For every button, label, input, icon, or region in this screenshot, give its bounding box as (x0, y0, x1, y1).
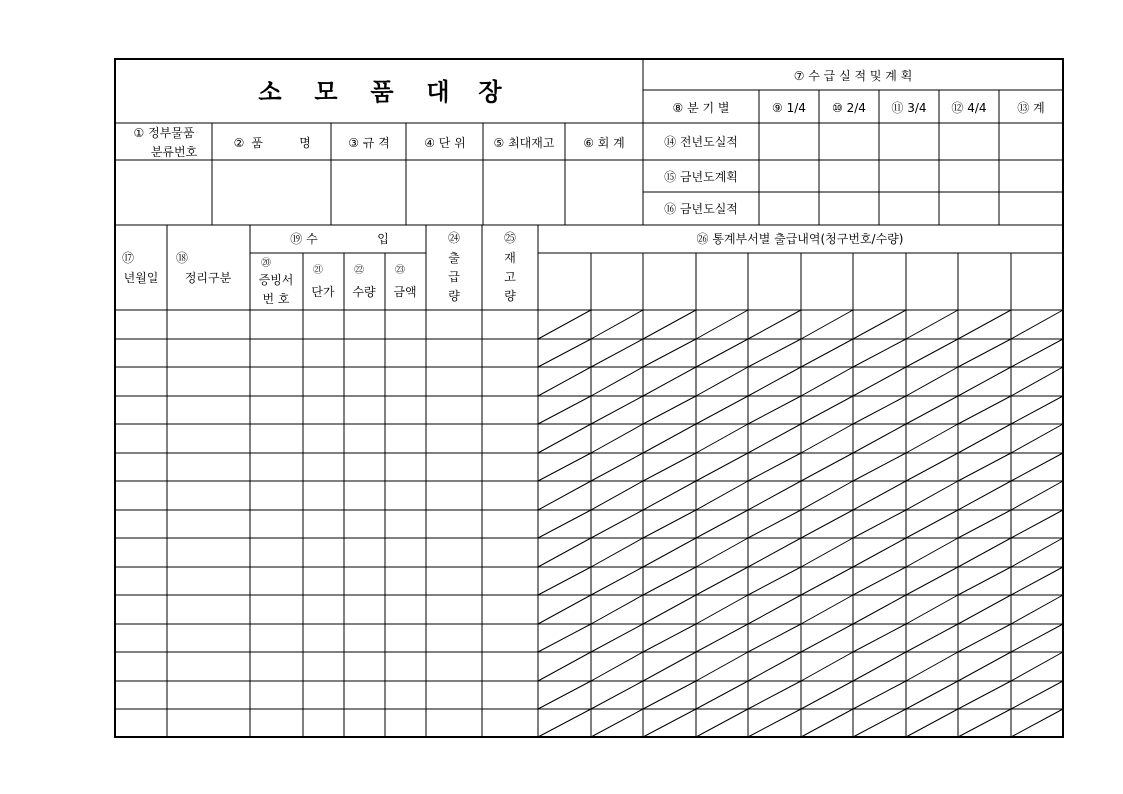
cell-diagonal (591, 453, 643, 481)
cell-diagonal (748, 595, 801, 624)
cell-diagonal (801, 481, 853, 510)
form-title (258, 78, 502, 106)
cell-diagonal (958, 453, 1011, 481)
cell-diagonal (643, 310, 696, 339)
quarter-4-label: ⑫ 4/4 (951, 101, 987, 115)
cell-diagonal (748, 681, 801, 709)
income-header-2: 입 (377, 232, 389, 246)
class-number-header-line2: 분류번호 (150, 145, 198, 159)
cell-diagonal (643, 595, 696, 624)
cell-diagonal (958, 538, 1011, 567)
cell-diagonal (1011, 367, 1063, 396)
cell-diagonal (958, 510, 1011, 538)
stock-header-num: ㉕ (503, 231, 517, 245)
cell-diagonal (748, 396, 801, 424)
outgoing-header-num: ㉔ (447, 231, 461, 245)
cell-diagonal (958, 567, 1011, 595)
quantity-header-label: 수량 (352, 285, 376, 299)
title-char: 품 (370, 78, 394, 106)
cell-diagonal (958, 709, 1011, 737)
cell-diagonal (906, 510, 958, 538)
cell-diagonal (1011, 339, 1063, 367)
cell-diagonal (801, 595, 853, 624)
unit-price-header-num: ㉑ (313, 265, 323, 276)
cell-diagonal (538, 567, 591, 595)
cell-diagonal (853, 681, 906, 709)
spec-cell[interactable] (331, 160, 406, 225)
cell-diagonal (801, 681, 853, 709)
cell-diagonal (643, 424, 696, 453)
this-year-plan-label: ⑮ 금년도계획 (664, 170, 738, 184)
account-header: ⑥ 회 계 (583, 136, 625, 150)
cell-diagonal (696, 310, 748, 339)
cell-diagonal (591, 595, 643, 624)
cell-diagonal (643, 453, 696, 481)
stock-header-char: 재 (504, 251, 516, 265)
cell-diagonal (538, 681, 591, 709)
cell-diagonal (801, 367, 853, 396)
cell-diagonal (853, 567, 906, 595)
cell-diagonal (853, 481, 906, 510)
cell-diagonal (1011, 396, 1063, 424)
spec-header: ③ 규 격 (348, 136, 390, 150)
cell-diagonal (591, 624, 643, 652)
unit-cell[interactable] (406, 160, 483, 225)
cell-diagonal (906, 681, 958, 709)
cell-diagonal (906, 367, 958, 396)
cell-diagonal (643, 481, 696, 510)
category-header-label: 정리구분 (184, 271, 232, 285)
title-char: 소 (258, 78, 282, 106)
cell-diagonal (853, 367, 906, 396)
cell-diagonal (958, 481, 1011, 510)
cell-diagonal (801, 538, 853, 567)
plan-title: ⑦ 수 급 실 적 및 계 획 (793, 69, 913, 83)
cell-diagonal (958, 396, 1011, 424)
cell-diagonal (1011, 652, 1063, 681)
cell-diagonal (958, 424, 1011, 453)
cell-diagonal (1011, 453, 1063, 481)
cell-diagonal (591, 681, 643, 709)
cell-diagonal (906, 595, 958, 624)
cell-diagonal (643, 624, 696, 652)
cell-diagonal (801, 652, 853, 681)
cell-diagonal (1011, 567, 1063, 595)
cell-diagonal (643, 652, 696, 681)
cell-diagonal (696, 453, 748, 481)
cell-diagonal (591, 567, 643, 595)
cell-diagonal (538, 396, 591, 424)
quantity-header-num: ㉒ (354, 265, 364, 276)
item-name-header-num: ② (233, 136, 245, 150)
quarter-label: ⑧ 분 기 별 (672, 101, 730, 115)
cell-diagonal (696, 624, 748, 652)
quarter-1-label: ⑨ 1/4 (772, 101, 806, 115)
item-name-header-char: 품 (251, 136, 263, 150)
cell-diagonal (538, 481, 591, 510)
cell-diagonal (748, 453, 801, 481)
cell-diagonal (1011, 595, 1063, 624)
class-number-cell[interactable] (115, 160, 212, 225)
income-header: ⑲ 수 (290, 232, 318, 246)
cell-diagonal (853, 709, 906, 737)
title-char: 장 (478, 78, 502, 106)
cell-diagonal (696, 595, 748, 624)
cell-diagonal (853, 339, 906, 367)
cell-diagonal (853, 424, 906, 453)
cell-diagonal (643, 709, 696, 737)
quarter-3-label: ⑪ 3/4 (891, 101, 927, 115)
cell-diagonal (801, 510, 853, 538)
cell-diagonal (748, 510, 801, 538)
cell-diagonal (1011, 681, 1063, 709)
cell-diagonal (643, 396, 696, 424)
cell-diagonal (1011, 538, 1063, 567)
cell-diagonal (958, 652, 1011, 681)
cell-diagonal (958, 339, 1011, 367)
item-name-cell[interactable] (212, 160, 331, 225)
cell-diagonal (958, 595, 1011, 624)
cell-diagonal (853, 453, 906, 481)
cell-diagonal (748, 310, 801, 339)
cell-diagonal (748, 367, 801, 396)
cell-diagonal (591, 339, 643, 367)
stock-header-char: 고 (504, 270, 516, 284)
cell-diagonal (591, 510, 643, 538)
cell-diagonal (801, 339, 853, 367)
cell-diagonal (591, 310, 643, 339)
cell-diagonal (801, 567, 853, 595)
outgoing-header-char: 급 (448, 270, 460, 284)
cell-diagonal (591, 481, 643, 510)
cell-diagonal (538, 652, 591, 681)
cell-diagonal (1011, 424, 1063, 453)
voucher-header-num: ⑳ (261, 258, 271, 269)
cell-diagonal (853, 624, 906, 652)
cell-diagonal (538, 367, 591, 396)
cell-diagonal (696, 367, 748, 396)
cell-diagonal (696, 681, 748, 709)
amount-header-num: ㉓ (395, 265, 405, 276)
cell-diagonal (801, 709, 853, 737)
cell-diagonal (906, 709, 958, 737)
amount-header-label: 금액 (393, 285, 417, 299)
cell-diagonal (906, 538, 958, 567)
stock-header-char: 량 (504, 289, 516, 303)
cell-diagonal (538, 339, 591, 367)
max-stock-cell[interactable] (483, 160, 565, 225)
cell-diagonal (538, 709, 591, 737)
cell-diagonal (853, 310, 906, 339)
voucher-header-line1: 증빙서 (258, 273, 294, 287)
quarter-total-label: ⑬ 계 (1017, 101, 1045, 115)
unit-header: ④ 단 위 (424, 136, 466, 150)
cell-diagonal (643, 339, 696, 367)
cell-diagonal (853, 595, 906, 624)
quarter-2-label: ⑩ 2/4 (832, 101, 866, 115)
cell-diagonal (906, 396, 958, 424)
cell-diagonal (853, 510, 906, 538)
cell-diagonal (906, 339, 958, 367)
cell-diagonal (801, 624, 853, 652)
cell-diagonal (696, 481, 748, 510)
cell-diagonal (696, 567, 748, 595)
item-name-header-char: 명 (299, 136, 311, 150)
this-year-actual-label: ⑯ 금년도실적 (664, 202, 738, 216)
cell-diagonal (906, 652, 958, 681)
cell-diagonal (591, 538, 643, 567)
cell-diagonal (748, 709, 801, 737)
cell-diagonal (958, 310, 1011, 339)
cell-diagonal (906, 310, 958, 339)
cell-diagonal (591, 396, 643, 424)
max-stock-header: ⑤ 최대재고 (493, 136, 555, 150)
cell-diagonal (748, 339, 801, 367)
cell-diagonal (801, 310, 853, 339)
cell-diagonal (696, 538, 748, 567)
cell-diagonal (538, 453, 591, 481)
cell-diagonal (853, 652, 906, 681)
unit-price-header-label: 단가 (311, 285, 335, 299)
cell-diagonal (906, 453, 958, 481)
cell-diagonal (643, 681, 696, 709)
cell-diagonal (643, 538, 696, 567)
cell-diagonal (643, 510, 696, 538)
cell-diagonal (591, 652, 643, 681)
cell-diagonal (591, 709, 643, 737)
cell-diagonal (538, 538, 591, 567)
cell-diagonal (591, 424, 643, 453)
cell-diagonal (748, 481, 801, 510)
cell-diagonal (696, 510, 748, 538)
cell-diagonal (538, 424, 591, 453)
cell-diagonal (643, 567, 696, 595)
account-cell[interactable] (565, 160, 643, 225)
cell-diagonal (696, 709, 748, 737)
cell-diagonal (748, 538, 801, 567)
cell-diagonal (958, 681, 1011, 709)
cell-diagonal (538, 595, 591, 624)
cell-diagonal (538, 310, 591, 339)
cell-diagonal (906, 567, 958, 595)
cell-diagonal (853, 396, 906, 424)
cell-diagonal (801, 453, 853, 481)
cell-diagonal (538, 624, 591, 652)
cell-diagonal (853, 538, 906, 567)
cell-diagonal (906, 481, 958, 510)
date-header-label: 년월일 (123, 271, 159, 285)
cell-diagonal (906, 424, 958, 453)
cell-diagonal (801, 424, 853, 453)
title-char: 모 (314, 78, 338, 106)
cell-diagonal (591, 367, 643, 396)
outgoing-header-char: 량 (448, 289, 460, 303)
cell-diagonal (958, 367, 1011, 396)
cell-diagonal (748, 652, 801, 681)
date-header-num: ⑰ (121, 251, 135, 265)
category-header-num: ⑱ (175, 251, 189, 265)
outgoing-header-char: 출 (448, 251, 460, 265)
cell-diagonal (696, 424, 748, 453)
class-number-header-line1: ① 정부물품 (133, 126, 195, 140)
cell-diagonal (696, 396, 748, 424)
cell-diagonal (748, 624, 801, 652)
title-char: 대 (426, 78, 450, 106)
cell-diagonal (696, 339, 748, 367)
cell-diagonal (1011, 709, 1063, 737)
cell-diagonal (1011, 510, 1063, 538)
voucher-header-line2: 번 호 (262, 292, 290, 306)
cell-diagonal (801, 396, 853, 424)
cell-diagonal (643, 367, 696, 396)
cell-diagonal (1011, 310, 1063, 339)
department-header: ㉖ 통계부서별 출급내역(청구번호/수량) (696, 232, 904, 246)
cell-diagonal (1011, 481, 1063, 510)
cell-diagonal (748, 424, 801, 453)
prev-year-actual-label: ⑭ 전년도실적 (664, 135, 738, 149)
cell-diagonal (958, 624, 1011, 652)
cell-diagonal (538, 510, 591, 538)
cell-diagonal (906, 624, 958, 652)
cell-diagonal (748, 567, 801, 595)
cell-diagonal (1011, 624, 1063, 652)
cell-diagonal (696, 652, 748, 681)
